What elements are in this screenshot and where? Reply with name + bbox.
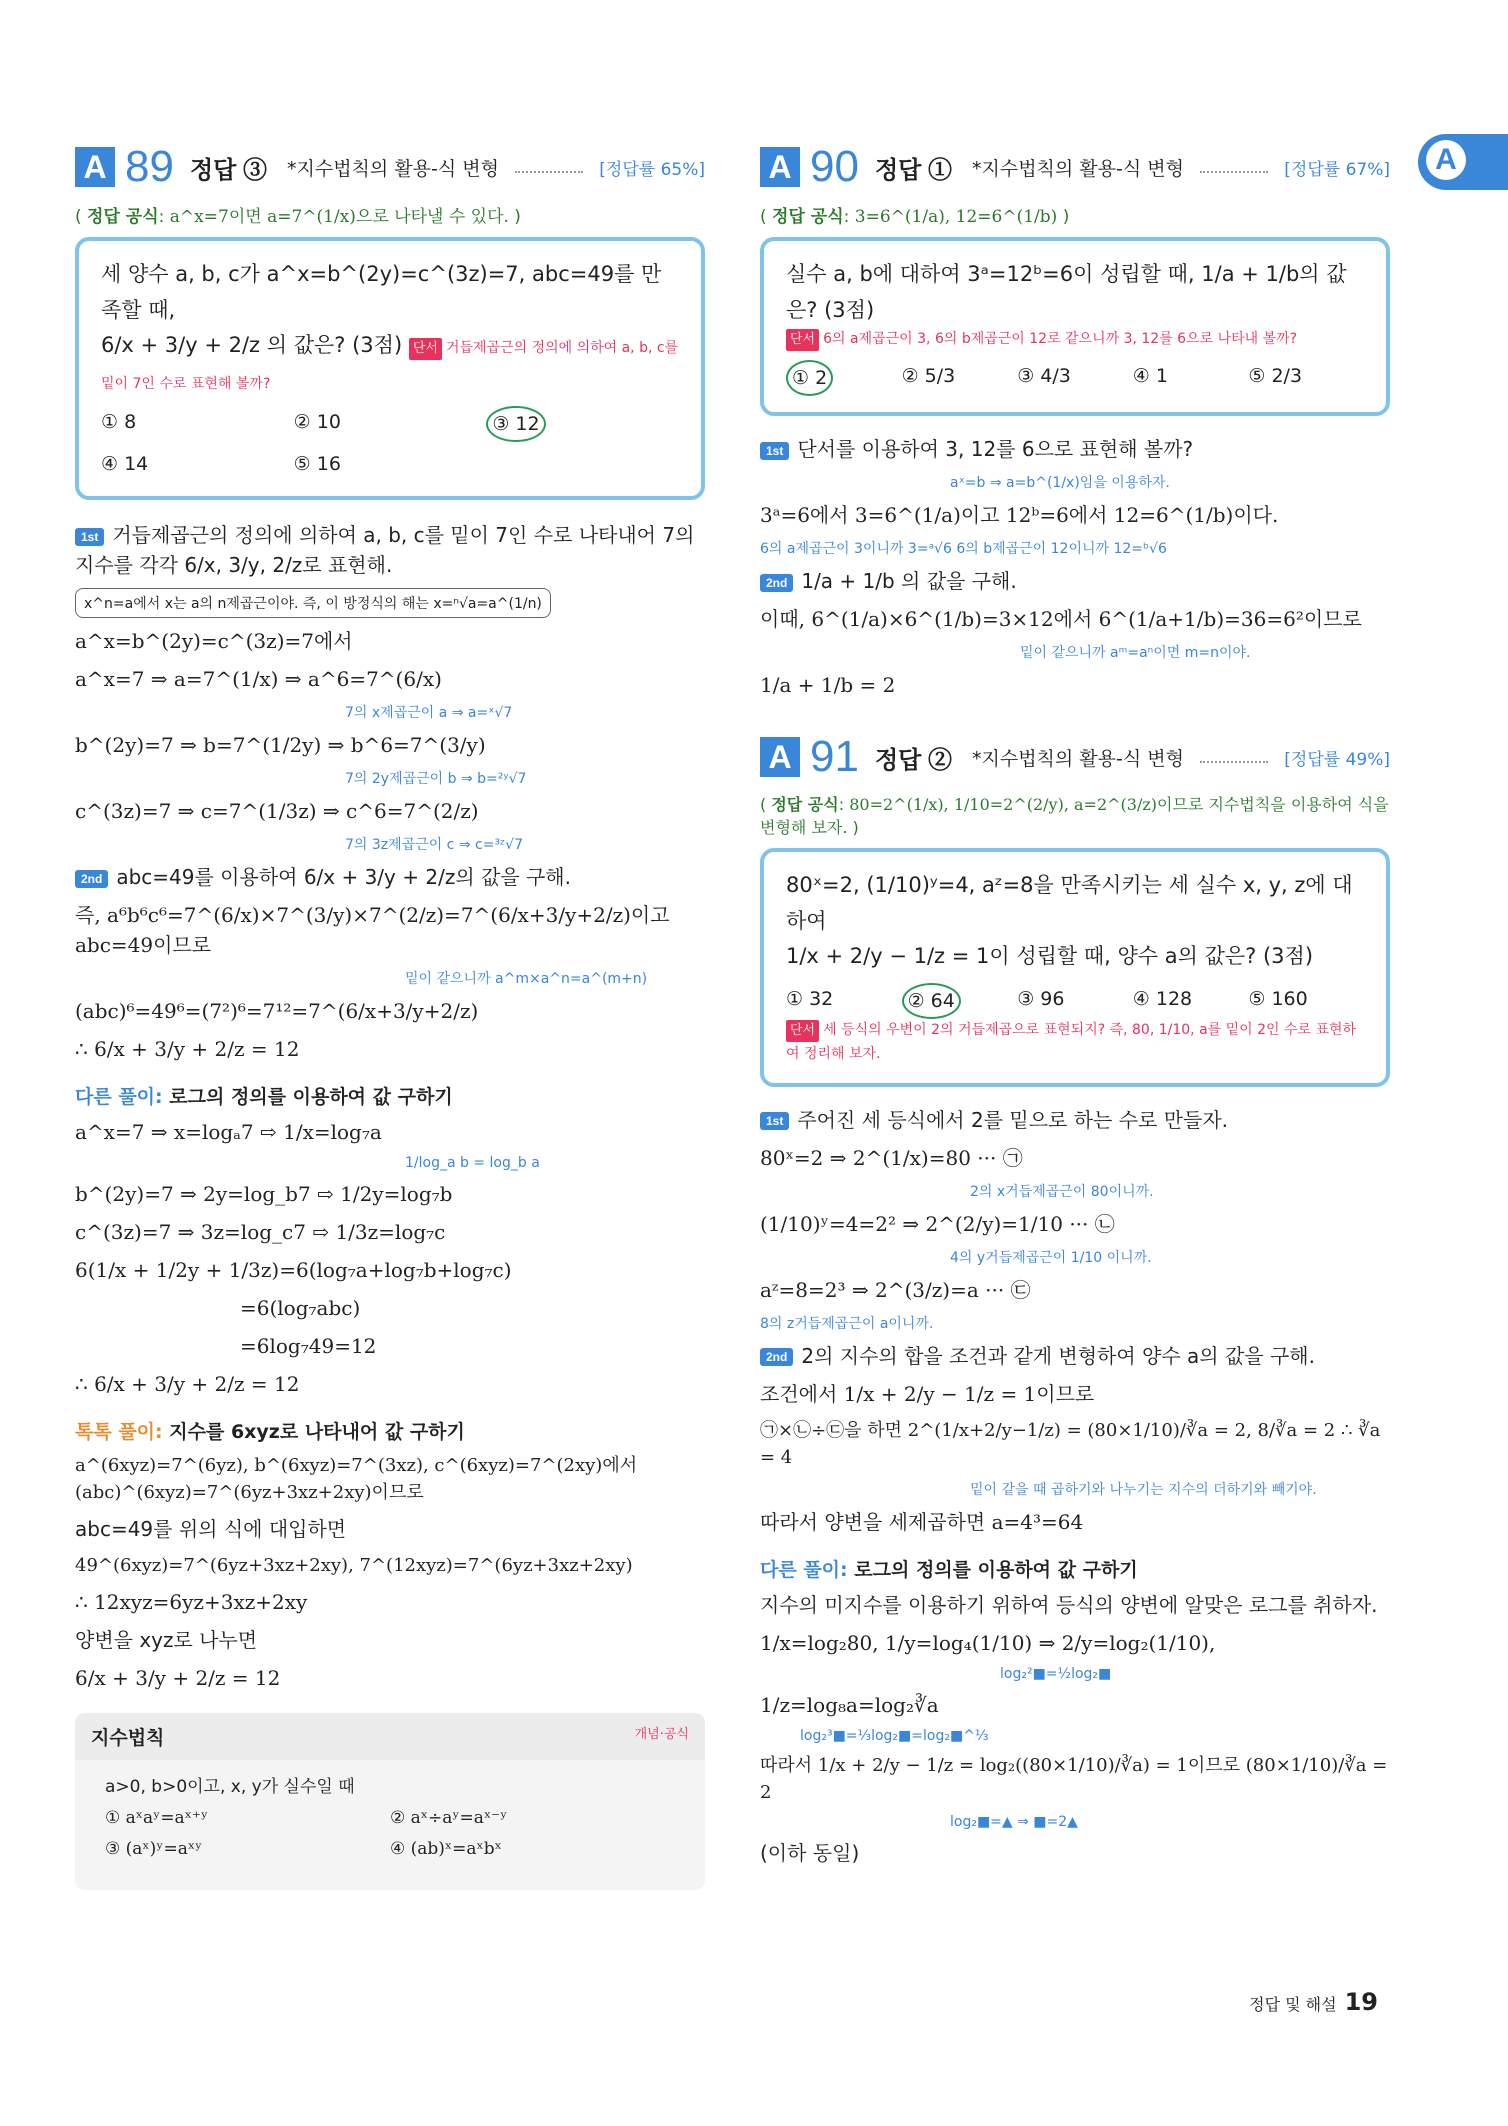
section-letter: A <box>1426 140 1466 180</box>
option-2[interactable]: ② 5/3 <box>901 365 956 388</box>
sol-note: 밑이 같으니까 a^m×a^n=a^(m+n) <box>405 971 648 988</box>
sol-line: (1/10)ʸ=4=2² ⇒ 2^(2/y)=1/10 ··· ㉡ <box>760 1211 1115 1236</box>
question-box <box>760 237 1390 416</box>
law-item: ④ (ab)ˣ=aˣbˣ <box>390 1838 502 1859</box>
page-footer <box>1249 1988 1378 2016</box>
question-line-2: 1/x + 2/y − 1/z = 1이 성립할 때, 양수 a의 값은? (3점) <box>786 944 1314 969</box>
option-3[interactable]: ③ 96 <box>1017 988 1065 1011</box>
sol-line: a^x=b^(2y)=c^(3z)=7에서 <box>75 629 353 654</box>
step-1 <box>760 1105 1390 1135</box>
question-line-1: 80ˣ=2, (1/10)ʸ=4, aᶻ=8을 만족시키는 세 실수 x, y, z에 대하여 <box>786 873 1353 933</box>
footer-label: 정답 및 해설 <box>1249 1995 1337 2014</box>
sol-note: 밑이 같으니까 aᵐ=aⁿ이면 m=n이야. <box>1020 645 1251 662</box>
hint-label: 단서 <box>409 338 442 360</box>
option-3[interactable]: ③ 4/3 <box>1017 365 1071 388</box>
correct-rate: [정답률 65%] <box>599 159 705 180</box>
sol-note: aˣ=b ⇒ a=b^(1/x)임을 이용하자. <box>950 475 1170 492</box>
option-1[interactable]: ① 32 <box>786 988 834 1011</box>
law-item: ② aˣ÷aʸ=aˣ⁻ʸ <box>390 1807 508 1828</box>
alt-line: 1/z=log₈a=log₂∛a <box>760 1692 939 1717</box>
dotted-leader <box>1200 161 1268 173</box>
answer-formula: ( 정답 공식: a^x=7이면 a=7^(1/x)으로 나타낼 수 있다. ) <box>75 207 521 227</box>
answer-label: 정답 ③ <box>189 156 267 184</box>
concept-box <box>75 1713 705 1890</box>
problem-header <box>760 730 1390 784</box>
correct-mark-icon: ② 64 <box>902 983 961 1019</box>
alt-note: log₂■=▲ ⇒ ■=2▲ <box>950 1813 1078 1830</box>
answer-options <box>101 406 679 481</box>
hint-text: 6의 a제곱근이 3, 6의 b제곱근이 12로 같으니까 3, 12를 6으로 나타내 볼까? <box>823 331 1298 348</box>
option-3[interactable] <box>486 406 679 442</box>
problem-90 <box>760 140 1390 708</box>
formula-label: 정답 공식 <box>771 795 839 814</box>
option-2[interactable]: ② 10 <box>293 410 341 433</box>
sol-line: c^(3z)=7 ⇒ c=7^(1/3z) ⇒ c^6=7^(2/z) <box>75 799 479 824</box>
option-1[interactable] <box>786 360 902 396</box>
question-box <box>75 237 705 500</box>
problem-89 <box>75 140 705 1890</box>
level-badge: A <box>760 737 800 777</box>
sol-line: 따라서 양변을 세제곱하면 a=4³=64 <box>760 1509 1084 1534</box>
topic-label: *지수법칙의 활용-식 변형 <box>287 157 499 180</box>
hint-text: 세 등식의 우변이 2의 거듭제곱으로 표현되지? 즉, 80, 1/10, a를 밑이 2인 수로 표현하여 정리해 보자. <box>786 1022 1357 1063</box>
formula-text: 3=6^(1/a), 12=6^(1/b) <box>854 207 1058 227</box>
answer-options <box>786 360 1364 396</box>
correct-mark-icon: ① 2 <box>786 360 833 396</box>
question-line-2 <box>101 328 679 399</box>
hint-label: 단서 <box>786 1020 819 1042</box>
sol-line: 즉, a⁶b⁶c⁶=7^(6/x)×7^(3/y)×7^(2/z)=7^(6/x+3/y+2/z)이고 abc=49이므로 <box>75 903 670 958</box>
sol-line: 80ˣ=2 ⇒ 2^(1/x)=80 ··· ㉠ <box>760 1145 1023 1170</box>
sol-note: 밑이 같을 때 곱하기와 나누기는 지수의 더하기와 빼기야. <box>970 1481 1317 1498</box>
quick-line: a^(6xyz)=7^(6yz), b^(6xyz)=7^(3xz), c^(6xyz)=7^(2xy)에서 (abc)^(6xyz)=7^(6yz+3xz+2xy)이므로 <box>75 1455 638 1504</box>
step-badge: 1st <box>760 1112 789 1130</box>
concept-condition: a>0, b>0이고, x, y가 실수일 때 <box>105 1777 355 1798</box>
problem-number: 90 <box>810 142 859 191</box>
alt-line: (이하 동일) <box>760 1840 860 1865</box>
sol-note: 6의 a제곱근이 3이니까 3=ᵃ√6 6의 b제곱근이 12이니까 12=ᵇ√6 <box>760 541 1167 558</box>
formula-label: 정답 공식 <box>87 207 159 227</box>
option-4[interactable]: ④ 14 <box>101 453 149 476</box>
concept-tag: 개념·공식 <box>634 1727 689 1743</box>
alt-title: 로그의 정의를 이용하여 값 구하기 <box>854 1558 1138 1581</box>
hint-label: 단서 <box>786 329 819 351</box>
alt-title: 로그의 정의를 이용하여 값 구하기 <box>169 1086 453 1109</box>
step-badge: 1st <box>760 442 789 460</box>
step-badge: 2nd <box>760 1348 793 1366</box>
alt-line: a^x=7 ⇒ x=logₐ7 ⇨ 1/x=log₇a <box>75 1120 382 1145</box>
sol-line: 조건에서 1/x + 2/y − 1/z = 1이므로 <box>760 1381 1095 1406</box>
quick-line: ∴ 12xyz=6yz+3xz+2xy <box>75 1590 308 1615</box>
hint <box>786 328 1364 352</box>
alt-line: =6(log₇abc) <box>240 1296 361 1321</box>
topic-label: *지수법칙의 활용-식 변형 <box>972 157 1184 180</box>
option-1[interactable]: ① 8 <box>101 410 137 433</box>
alt-note: log₂²■=½log₂■ <box>1000 1665 1112 1682</box>
quick-line: abc=49를 위의 식에 대입하면 <box>75 1517 347 1542</box>
answer-label: 정답 ② <box>874 746 952 774</box>
step-2 <box>75 862 705 892</box>
concept-title: 지수법칙 <box>91 1727 165 1750</box>
formula-text: 80=2^(1/x), 1/10=2^(2/y), a=2^(3/z)이므로 지수법칙을 이용하여 식을 변형해 보자. <box>760 795 1389 837</box>
problem-header <box>75 140 705 194</box>
question-line-2-text: 6/x + 3/y + 2/z 의 값은? (3점) <box>101 333 403 358</box>
sol-note: 7의 3z제곱근이 c ⇒ c=³ᶻ√7 <box>345 837 524 854</box>
sol-line: aᶻ=8=2³ ⇒ 2^(3/z)=a ··· ㉢ <box>760 1277 1031 1302</box>
correct-rate: [정답률 67%] <box>1284 159 1390 180</box>
quick-line: 양변을 xyz로 나누면 <box>75 1628 258 1653</box>
concept-body <box>75 1760 705 1876</box>
sol-line: a^x=7 ⇒ a=7^(1/x) ⇒ a^6=7^(6/x) <box>75 667 442 692</box>
step-2 <box>760 1341 1390 1371</box>
problem-header <box>760 140 1390 194</box>
sol-line: 3ᵃ=6에서 3=6^(1/a)이고 12ᵇ=6에서 12=6^(1/b)이다. <box>760 503 1279 528</box>
problem-number: 91 <box>810 732 859 781</box>
sol-line: ㉠×㉡÷㉢을 하면 2^(1/x+2/y−1/z) = (80×1/10)/∛a = 2, 8/∛a = 2 ∴ ∛a = 4 <box>760 1419 1381 1468</box>
quick-line: 49^(6xyz)=7^(6yz+3xz+2xy), 7^(12xyz)=7^(6yz+3xz+2xy) <box>75 1555 633 1577</box>
quick-label: 톡톡 풀이: <box>75 1421 163 1444</box>
formula-label: 정답 공식 <box>772 207 844 227</box>
answer-label: 정답 ① <box>874 156 952 184</box>
option-5[interactable]: ⑤ 2/3 <box>1248 365 1303 388</box>
question-line-1: 세 양수 a, b, c가 a^x=b^(2y)=c^(3z)=7, abc=49를 만족할 때, <box>101 262 662 322</box>
alt-solution-header <box>75 1082 705 1109</box>
step-1 <box>760 434 1390 464</box>
correct-rate: [정답률 49%] <box>1284 749 1390 770</box>
quick-solution-header <box>75 1417 705 1444</box>
alt-solution-header <box>760 1555 1390 1582</box>
sol-line: 이때, 6^(1/a)×6^(1/b)=3×12에서 6^(1/a+1/b)=36=6²이므로 <box>760 607 1362 632</box>
topic-label: *지수법칙의 활용-식 변형 <box>972 747 1184 770</box>
hint-text: 거듭제곱근의 정의에 의하여 a, b, c를 밑이 7인 수로 표현해 볼까? <box>101 340 679 393</box>
sol-line: (abc)⁶=49⁶=(7²)⁶=7¹²=7^(6/x+3/y+2/z) <box>75 999 479 1024</box>
dotted-leader <box>515 161 583 173</box>
sol-note: 2의 x거듭제곱근이 80이니까. <box>970 1183 1154 1200</box>
tip-bubble: x^n=a에서 x는 a의 n제곱근이야. 즉, 이 방정식의 해는 x=ⁿ√a=a^(1/n) <box>75 588 551 618</box>
option-4[interactable]: ④ 1 <box>1132 365 1168 388</box>
step-1 <box>75 520 705 580</box>
step-text: 주어진 세 등식에서 2를 밑으로 하는 수로 만들자. <box>797 1107 1229 1132</box>
step-text: 1/a + 1/b 의 값을 구해. <box>801 569 1017 594</box>
step-text: 단서를 이용하여 3, 12를 6으로 표현해 볼까? <box>797 437 1194 462</box>
law-list <box>105 1803 675 1864</box>
dotted-leader <box>1200 751 1268 763</box>
option-2[interactable] <box>902 983 1018 1019</box>
step-badge: 1st <box>75 528 104 546</box>
hint <box>786 1019 1364 1067</box>
alt-label: 다른 풀이: <box>760 1558 848 1581</box>
sol-note: 7의 2y제곱근이 b ⇒ b=²ʸ√7 <box>345 771 527 788</box>
answer-options <box>786 983 1364 1019</box>
alt-line: 1/x=log₂80, 1/y=log₄(1/10) ⇒ 2/y=log₂(1/10), <box>760 1630 1216 1655</box>
alt-line: 지수의 미지수를 이용하기 위하여 등식의 양변에 알맞은 로그를 취하자. <box>760 1592 1378 1617</box>
law-item: ③ (aˣ)ʸ=aˣʸ <box>105 1838 203 1859</box>
alt-line: b^(2y)=7 ⇒ 2y=log_b7 ⇨ 1/2y=log₇b <box>75 1182 453 1207</box>
concept-header <box>75 1713 705 1760</box>
step-2 <box>760 566 1390 596</box>
question-text: 실수 a, b에 대하여 3ᵃ=12ᵇ=6이 성립할 때, 1/a + 1/b의 값은? (3점) <box>786 262 1347 322</box>
sol-line: b^(2y)=7 ⇒ b=7^(1/2y) ⇒ b^6=7^(3/y) <box>75 733 486 758</box>
option-5[interactable]: ⑤ 16 <box>293 453 341 476</box>
sol-line: ∴ 6/x + 3/y + 2/z = 12 <box>75 1037 300 1062</box>
answer-formula: ( 정답 공식: 80=2^(1/x), 1/10=2^(2/y), a=2^(3/z)이므로 지수법칙을 이용하여 식을 변형해 보자. ) <box>760 795 1389 837</box>
sol-note: 7의 x제곱근이 a ⇒ a=ˣ√7 <box>345 705 513 722</box>
alt-line: ∴ 6/x + 3/y + 2/z = 12 <box>75 1372 300 1397</box>
step-badge: 2nd <box>75 870 108 888</box>
sol-line: 1/a + 1/b = 2 <box>760 673 896 698</box>
sol-note: 4의 y거듭제곱근이 1/10 이니까. <box>950 1249 1152 1266</box>
quick-line: 6/x + 3/y + 2/z = 12 <box>75 1666 281 1691</box>
level-badge: A <box>75 147 115 187</box>
alt-label: 다른 풀이: <box>75 1086 163 1109</box>
answer-formula: ( 정답 공식: 3=6^(1/a), 12=6^(1/b) ) <box>760 207 1070 227</box>
option-5[interactable]: ⑤ 160 <box>1248 988 1308 1011</box>
problem-91 <box>760 730 1390 1876</box>
section-badge <box>1418 134 1508 190</box>
step-text: 거듭제곱근의 정의에 의하여 a, b, c를 밑이 7인 수로 나타내어 7의 지수를 각각 6/x, 3/y, 2/z로 표현해. <box>75 523 695 578</box>
alt-line: 따라서 1/x + 2/y − 1/z = log₂((80×1/10)/∛a) = 1이므로 (80×1/10)/∛a = 2 <box>760 1754 1388 1803</box>
level-badge: A <box>760 147 800 187</box>
sol-note: 8의 z거듭제곱근이 a이니까. <box>760 1315 934 1332</box>
alt-note: log₂³■=⅓log₂■=log₂■^⅓ <box>800 1727 989 1744</box>
step-text: abc=49를 이용하여 6/x + 3/y + 2/z의 값을 구해. <box>116 865 571 890</box>
alt-line: =6log₇49=12 <box>240 1334 377 1359</box>
step-badge: 2nd <box>760 574 793 592</box>
problem-number: 89 <box>125 142 174 191</box>
correct-mark-icon: ③ 12 <box>486 406 545 442</box>
alt-line: c^(3z)=7 ⇒ 3z=log_c7 ⇨ 1/3z=log₇c <box>75 1220 446 1245</box>
alt-note: 1/log_a b = log_b a <box>405 1155 540 1172</box>
page-number: 19 <box>1344 1988 1378 2016</box>
quick-title: 지수를 6xyz로 나타내어 값 구하기 <box>169 1421 465 1444</box>
question-box <box>760 848 1390 1087</box>
formula-text: a^x=7이면 a=7^(1/x)으로 나타낼 수 있다. <box>169 207 509 227</box>
alt-line: 6(1/x + 1/2y + 1/3z)=6(log₇a+log₇b+log₇c) <box>75 1258 512 1283</box>
law-item: ① aˣaʸ=aˣ⁺ʸ <box>105 1807 209 1828</box>
option-4[interactable]: ④ 128 <box>1132 988 1193 1011</box>
step-text: 2의 지수의 합을 조건과 같게 변형하여 양수 a의 값을 구해. <box>801 1343 1315 1368</box>
